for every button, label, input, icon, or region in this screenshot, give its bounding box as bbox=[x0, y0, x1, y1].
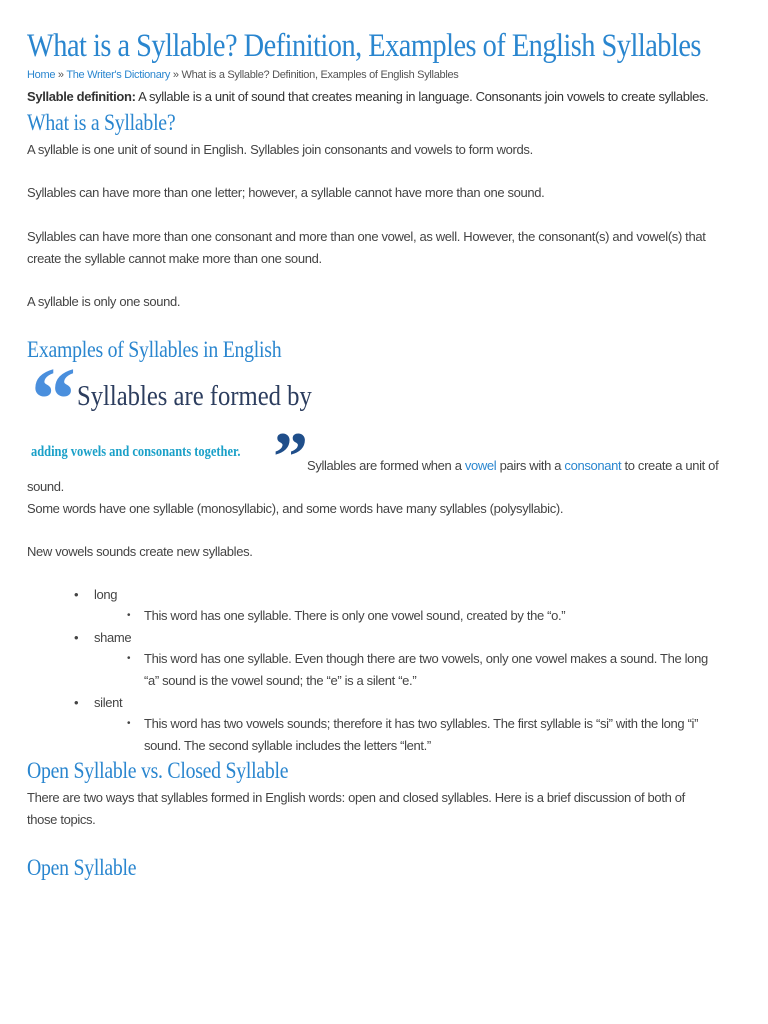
text: to create a unit of bbox=[621, 458, 719, 473]
list-item-word: silent bbox=[94, 695, 123, 710]
list-item-note: sound. The second syllable includes the letters “lent.” bbox=[144, 738, 431, 753]
quote-line-2: adding vowels and consonants together. bbox=[31, 444, 241, 460]
heading-open-vs-closed: Open Syllable vs. Closed Syllable bbox=[27, 758, 289, 783]
heading-what-is-syllable: What is a Syllable? bbox=[27, 110, 176, 135]
paragraph: Some words have one syllable (monosyllabic), and some words have many syllables (polysyllabic). bbox=[27, 501, 564, 516]
list-item-note: This word has two vowels sounds; therefore it has two syllables. The first syllable is “si” with the long “i” bbox=[144, 716, 699, 731]
list-item-word: shame bbox=[94, 630, 132, 645]
heading-open-syllable: Open Syllable bbox=[27, 855, 137, 880]
paragraph: A syllable is only one sound. bbox=[27, 294, 181, 309]
vowel-link[interactable]: vowel bbox=[464, 458, 497, 473]
bullet: • bbox=[74, 587, 79, 602]
breadcrumb-home-link[interactable]: Home bbox=[27, 69, 56, 81]
bullet: • bbox=[74, 630, 79, 645]
definition-label: Syllable definition: bbox=[27, 89, 136, 104]
bullet: • bbox=[127, 718, 131, 729]
paragraph: those topics. bbox=[27, 812, 96, 827]
paragraph: Syllables can have more than one letter; however, a syllable cannot have more than one sound. bbox=[27, 185, 545, 200]
paragraph bbox=[307, 455, 718, 477]
breadcrumb-dictionary-link[interactable]: The Writer's Dictionary bbox=[66, 69, 171, 81]
breadcrumb-separator: » bbox=[57, 69, 64, 81]
open-quote-icon: “ bbox=[31, 350, 76, 449]
page-title: What is a Syllable? Definition, Examples of English Syllables bbox=[27, 28, 701, 64]
list-item-note: This word has one syllable. Even though there are two vowels, only one vowel makes a sound. The long bbox=[144, 651, 708, 666]
paragraph: A syllable is one unit of sound in English. Syllables join consonants and vowels to form words. bbox=[27, 142, 533, 157]
quote-line-1: Syllables are formed by bbox=[77, 380, 312, 412]
bullet: • bbox=[74, 695, 79, 710]
paragraph: Syllables can have more than one consonant and more than one vowel, as well. However, the consonant(s) and vowel(s) that bbox=[27, 229, 706, 244]
breadcrumb-separator: » bbox=[172, 69, 179, 81]
list-item-note: “a” sound is the vowel sound; the “e” is a silent “e.” bbox=[144, 673, 417, 688]
bullet: • bbox=[127, 610, 131, 621]
definition bbox=[27, 86, 708, 108]
text: pairs with a bbox=[496, 458, 565, 473]
text: Syllables are formed when a bbox=[307, 458, 465, 473]
heading-examples: Examples of Syllables in English bbox=[27, 337, 282, 362]
paragraph: create the syllable cannot make more than one sound. bbox=[27, 251, 322, 266]
paragraph: New vowels sounds create new syllables. bbox=[27, 544, 253, 559]
consonant-link[interactable]: consonant bbox=[564, 458, 622, 473]
list-item-word: long bbox=[94, 587, 118, 602]
paragraph: sound. bbox=[27, 479, 64, 494]
close-quote-icon: ” bbox=[273, 419, 308, 496]
breadcrumb-current: What is a Syllable? Definition, Examples of English Syllables bbox=[181, 69, 459, 81]
list-item-note: This word has one syllable. There is only one vowel sound, created by the “o.” bbox=[144, 608, 566, 623]
breadcrumb bbox=[27, 69, 459, 81]
bullet: • bbox=[127, 653, 131, 664]
definition-text: A syllable is a unit of sound that creates meaning in language. Consonants join vowels to create syllables. bbox=[138, 89, 709, 104]
paragraph: There are two ways that syllables formed in English words: open and closed syllables. Here is a brief discussion of both of bbox=[27, 790, 685, 805]
